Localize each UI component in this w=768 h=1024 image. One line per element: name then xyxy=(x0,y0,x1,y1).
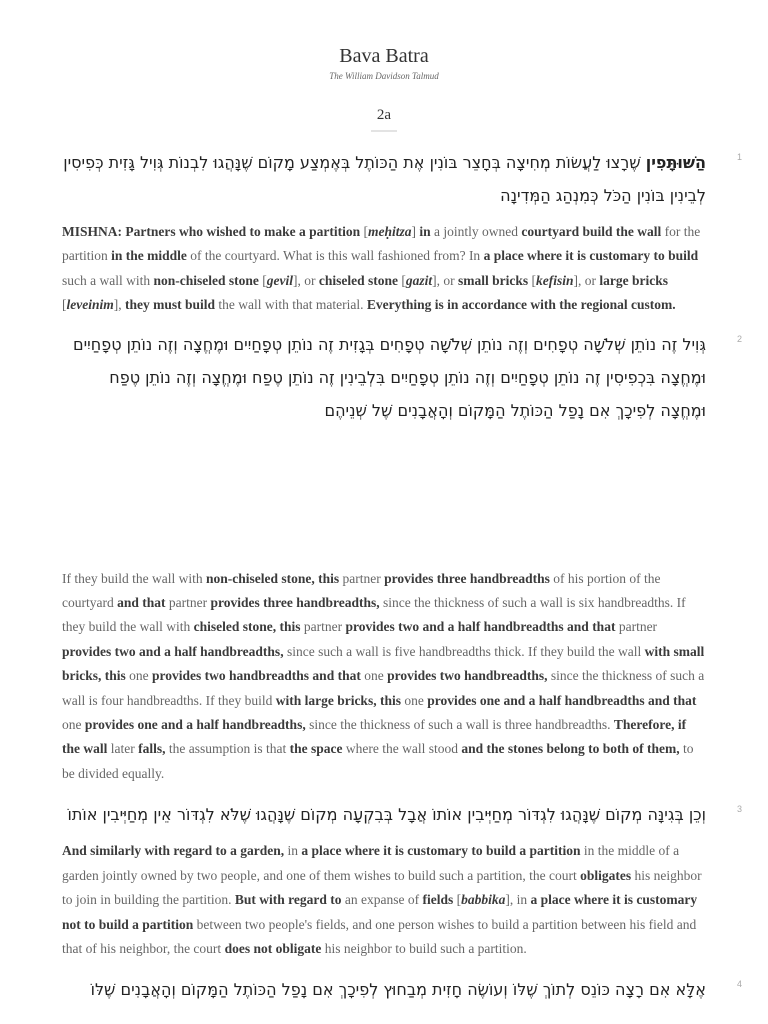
segment-4 xyxy=(62,973,742,1006)
segment-number: 2 xyxy=(736,333,742,344)
page-subtitle: The William Davidson Talmud xyxy=(329,71,439,81)
segment-3 xyxy=(62,798,742,831)
segment-2 xyxy=(62,328,742,427)
hebrew-text xyxy=(62,146,706,212)
segment-number: 3 xyxy=(736,804,742,815)
page-title: Bava Batra xyxy=(339,45,429,67)
hebrew-lead-word: הַשּׁוּתָּפִין xyxy=(645,153,706,172)
page-header xyxy=(0,0,768,132)
segment-number: 1 xyxy=(736,152,742,162)
hebrew-text-body: שֶׁרָצוּ לַעֲשׂוֹת מְחִיצָה בְּחָצֵר בּוֹנִין אֶת הַכּוֹתֶל בְּאֶמְצַע מָקוֹם שֶׁנָּהֲגוּ לִבְנוֹת גְּוִיל גָּזִית כְּפִיסִין לְבֵינִין בּוֹנִין הַכֹּל כְּמִנְהַג הַמְּדִינָה xyxy=(63,153,706,205)
hebrew-text: אֶלָּא אִם רָצָה כּוֹנֵס לְתוֹךְ שֶׁלּוֹ וְעוֹשֶׂה חָזִית מְבַחוּץ לְפִיכָךְ אִם נָפַל הַכּוֹתֶל הַמָּקוֹם וְהָאֲבָנִים שֶׁלּוֹ xyxy=(90,980,706,1000)
hebrew-text: גְּוִיל זֶה נוֹתֵן שְׁלֹשָׁה טְפָחִים וְזֶה נוֹתֵן שְׁלֹשָׁה טְפָחִים בְּגָזִית זֶה נוֹתֵן טְפָחַיִים וּמֶחֱצָה וְזֶה נוֹתֵן טְפָחַיִים וּמֶחֱצָה בִּכְפִיסִין זֶה נוֹתֵן טְפָחַיִים וְזֶה נוֹתֵן טְפָחַיִים בִּלְבֵינִין זֶה נוֹתֵן טֶפַח וּמֶחֱצָה וְזֶה נוֹתֵן טֶפַח וּמֶחֱצָה לְפִיכָךְ אִם נָפַל הַכּוֹתֶל הַמָּקוֹם וְהָאֲבָנִים שֶׁל שְׁנֵיהֶם xyxy=(72,334,706,420)
segment-1 xyxy=(62,146,742,212)
daf-divider xyxy=(371,130,397,132)
daf-label: 2a xyxy=(376,107,392,123)
hebrew-text: וְכֵן בְּגִינָּה מְקוֹם שֶׁנָּהֲגוּ לִגְדּוֹר מְחַיְּיבִין אוֹתוֹ אֲבָל בְּבִקְעָה מְקוֹם שֶׁנָּהֲגוּ שֶׁלֹּא לִגְדּוֹר אֵין מְחַיְּיבִין אוֹתוֹ xyxy=(67,805,706,825)
english-text-mishna: MISHNA: Partners who wished to make a partition [meḥitza] in a jointly owned courtyard build the wall for the partition in the middle of the courtyard. What is this wall fashioned from? In a place where it is customary to build such a wall with non-chiseled stone [gevil], or chiseled stone [gazit], or small bricks [kefisin], or large bricks [leveinim], they must build the wall with that material. Everything is in accordance with the regional custom. xyxy=(62,224,701,313)
english-text-segment-3: And similarly with regard to a garden, in a place where it is customary to build a partition in the middle of a garden jointly owned by two people, and one of them wishes to build such a partition, the court obligates his neighbor to join in building the partition. But with regard to an expanse of fields [babbika], in a place where it is customary not to build a partition between two people's fields, and one person wishes to build a partition between his field and that of his neighbor, the court does not obligate his neighbor to build such a partition. xyxy=(62,843,702,956)
english-text-segment-2: If they build the wall with non-chiseled stone, this partner provides three handbreadths of his portion of the courtyard and that partner provides three handbreadths, since the thickness of such a wall is six handbreadths. If they build the wall with chiseled stone, this partner provides two and a half handbreadths and that partner provides two and a half handbreadths, since such a wall is five handbreadths thick. If they build the wall with small bricks, this one provides two handbreadths and that one provides two handbreadths, since the thickness of such a wall is four handbreadths. If they build with large bricks, this one provides one and a half handbreadths and that one provides one and a half handbreadths, since the thickness of such a wall is three handbreadths. Therefore, if the wall later falls, the assumption is that the space where the wall stood and the stones belong to both of them, to be divided equally. xyxy=(62,570,705,781)
segment-number: 4 xyxy=(736,979,742,990)
